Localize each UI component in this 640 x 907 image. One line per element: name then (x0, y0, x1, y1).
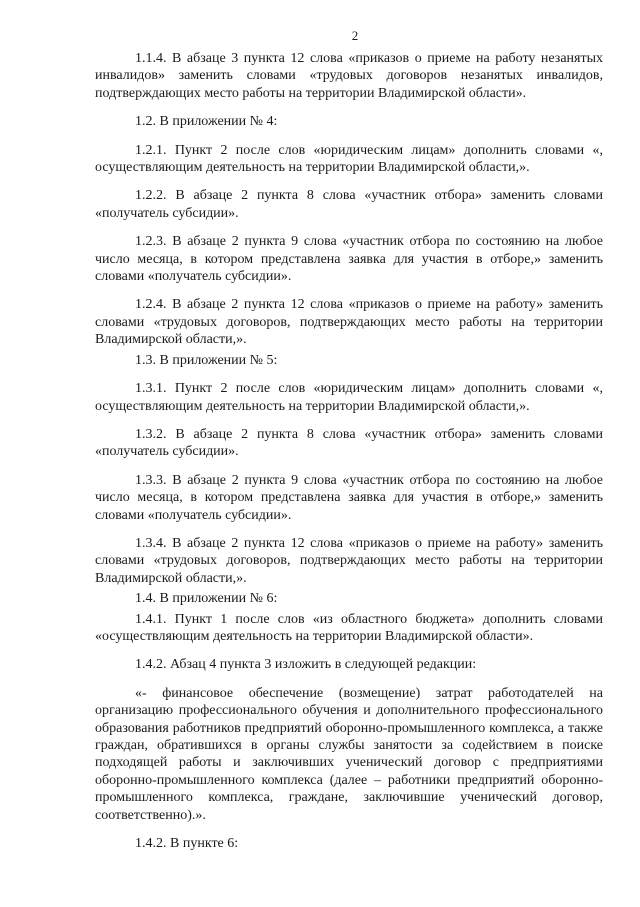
paragraph: 1.2.2. В абзаце 2 пункта 8 слова «участник отбора» заменить словами «получатель субсидии». (95, 188, 603, 221)
paragraph: 1.2.1. Пункт 2 после слов «юридическим лицам» дополнить словами «, осуществляющим деятельность на территории Владимирской области,». (95, 142, 603, 176)
paragraph: 1.4.1. Пункт 1 после слов «из областного бюджета» дополнить словами «осуществляющим деятельность на территории Владимирской области». (95, 611, 603, 644)
paragraph: 1.3.3. В абзаце 2 пункта 9 слова «участник отбора по состоянию на любое число месяца, в котором представлена заявка для участия в отборе,» заменить словами «получатель субсидии». (95, 472, 603, 523)
paragraph: 1.3. В приложении № 5: (135, 352, 278, 368)
paragraph: 1.3.4. В абзаце 2 пункта 12 слова «приказов о приеме на работу» заменить словами «трудовых договоров, подтверждающих место работы на территории Владимирской области,». (95, 535, 603, 586)
paragraph: 1.4.2. В пункте 6: (135, 836, 239, 852)
paragraph: 1.1.4. В абзаце 3 пункта 12 слова «приказов о приеме на работу незанятых инвалидов» заменить словами «трудовых договоров незанятых инвалидов, подтверждающих место работы на территории Владимирской области». (95, 51, 603, 101)
page-number: 2 (351, 28, 359, 43)
document-body (95, 50, 603, 852)
paragraph: «- финансовое обеспечение (возмещение) затрат работодателей на организацию профессионального обучения и дополнительного профессионального образования работников предприятий оборонно-промышленного комплекса, а также граждан, обратившихся в органы службы занятости за содействием в поиске подходящей работы и заключивших ученический договор с предприятиями оборонно-промышленного комплекса (далее – работники предприятий оборонно-промышленного комплекса, граждане, заключившие ученический договор, соответственно).». (95, 685, 603, 823)
paragraph: 1.4.2. Абзац 4 пункта 3 изложить в следующей редакции: (135, 657, 477, 673)
paragraph: 1.2.3. В абзаце 2 пункта 9 слова «участник отбора по состоянию на любое число месяца, в котором представлена заявка для участия в отборе,» заменить словами «получатель субсидии». (95, 234, 603, 285)
paragraph: 1.2. В приложении № 4: (135, 114, 278, 130)
paragraph: 1.2.4. В абзаце 2 пункта 12 слова «приказов о приеме на работу» заменить словами «трудовых договоров, подтверждающих место работы на территории Владимирской области,». (95, 297, 603, 348)
paragraph: 1.3.1. Пункт 2 после слов «юридическим лицам» дополнить словами «, осуществляющим деятельность на территории Владимирской области,». (95, 381, 603, 414)
paragraph: 1.3.2. В абзаце 2 пункта 8 слова «участник отбора» заменить словами «получатель субсидии». (95, 426, 603, 460)
paragraph: 1.4. В приложении № 6: (135, 591, 278, 607)
